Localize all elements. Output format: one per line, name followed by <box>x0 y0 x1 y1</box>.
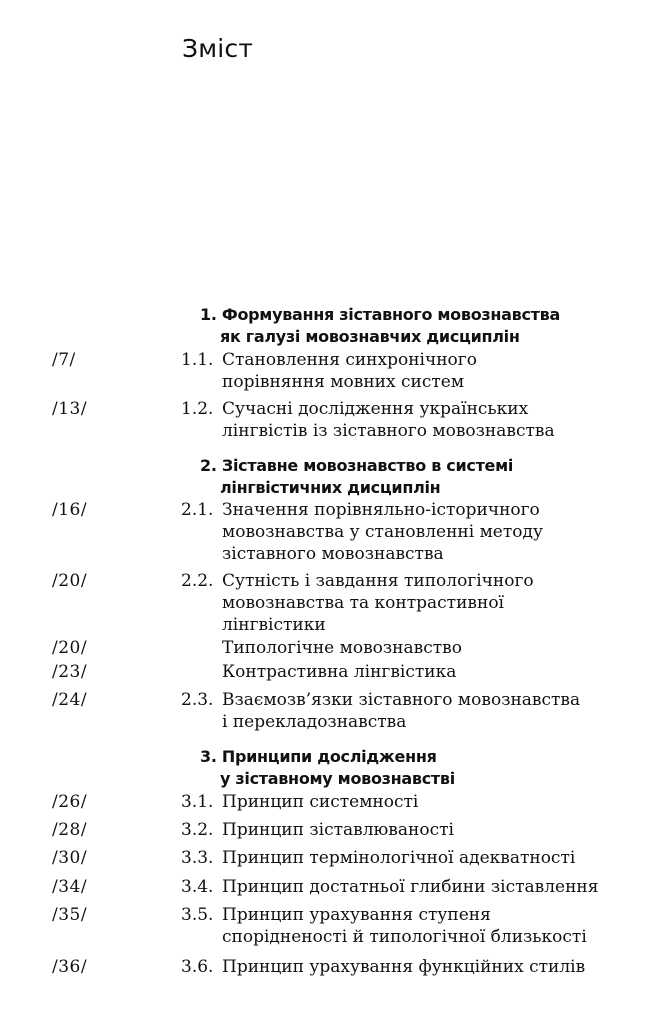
entry-number: 3.4. <box>181 877 214 897</box>
entry-title-line: Типологічне мовознавство <box>222 638 462 658</box>
entry-title-line: Принцип системності <box>222 792 419 812</box>
entry-title <box>222 904 652 948</box>
entry-title-line: Взаємозв’язки зіставного мовознавства <box>222 690 581 710</box>
entry-number: 3.2. <box>181 820 214 840</box>
section-heading-line: 3. Принципи дослідження <box>200 747 437 766</box>
entry-title <box>222 791 652 813</box>
entry-title-line: Становлення синхронічного <box>222 350 477 370</box>
entry-title <box>222 661 652 683</box>
section-heading-line: 2. Зіставне мовознавство в системі <box>200 456 514 475</box>
section-heading-line: 1. Формування зіставного мовознавства <box>200 305 560 324</box>
entry-number: 1.1. <box>181 350 214 370</box>
entry-title-line: Значення порівняльно-історичного <box>222 500 540 520</box>
entry-title-line: Контрастивна лінгвістика <box>222 662 457 682</box>
page-number: /36/ <box>52 957 88 977</box>
section-heading-1[interactable] <box>200 304 560 348</box>
entry-title <box>222 637 652 659</box>
entry-title <box>222 956 652 978</box>
entry-title-line: порівняння мовних систем <box>222 372 465 392</box>
entry-number: 2.1. <box>181 500 214 520</box>
entry-title-line: Принцип урахування функційних стилів <box>222 957 586 977</box>
entry-title-line: спорідненості й типологічної близькості <box>222 927 587 947</box>
entry-title <box>222 570 652 636</box>
page-number: /28/ <box>52 820 88 840</box>
entry-title-line: Принцип зіставлюваності <box>222 820 454 840</box>
entry-title <box>222 349 652 393</box>
entry-title-line: лінгвістів із зіставного мовознавства <box>222 421 555 441</box>
entry-number: 3.6. <box>181 957 214 977</box>
entry-title <box>222 819 652 841</box>
entry-title-line: зіставного мовознавства <box>222 544 444 564</box>
entry-title-line: Сучасні дослідження українських <box>222 399 529 419</box>
page-number: /30/ <box>52 848 88 868</box>
section-heading-2[interactable] <box>200 455 513 499</box>
section-heading-3[interactable] <box>200 746 455 790</box>
entry-title <box>222 499 652 565</box>
page-number: /16/ <box>52 500 88 520</box>
page-number: /13/ <box>52 399 88 419</box>
page-title: Зміст <box>182 34 254 63</box>
entry-number: 2.2. <box>181 571 214 591</box>
section-heading-line: як галузі мовознавчих дисциплін <box>220 327 520 346</box>
entry-title <box>222 689 652 733</box>
page-number: /23/ <box>52 662 88 682</box>
entry-number: 2.3. <box>181 690 214 710</box>
page-number: /7/ <box>52 350 76 370</box>
page-number: /34/ <box>52 877 88 897</box>
entry-title-line: і перекладознавства <box>222 712 407 732</box>
entry-title-line: мовознавства та контрастивної <box>222 593 504 613</box>
entry-title-line: лінгвістики <box>222 615 326 635</box>
section-heading-line: у зіставному мовознавстві <box>220 769 455 788</box>
entry-title <box>222 876 652 898</box>
page-number: /26/ <box>52 792 88 812</box>
page-number: /35/ <box>52 905 88 925</box>
entry-title <box>222 847 652 869</box>
entry-title <box>222 398 652 442</box>
entry-number: 3.5. <box>181 905 214 925</box>
entry-title-line: Принцип достатньої глибини зіставлення <box>222 877 599 897</box>
entry-number: 3.3. <box>181 848 214 868</box>
entry-title-line: Сутність і завдання типологічного <box>222 571 534 591</box>
page-number: /20/ <box>52 638 88 658</box>
page-number: /24/ <box>52 690 88 710</box>
section-heading-line: лінгвістичних дисциплін <box>220 478 441 497</box>
entry-title-line: Принцип урахування ступеня <box>222 905 491 925</box>
page-number: /20/ <box>52 571 88 591</box>
entry-title-line: Принцип термінологічної адекватності <box>222 848 576 868</box>
entry-number: 1.2. <box>181 399 214 419</box>
entry-title-line: мовознавства у становленні методу <box>222 522 543 542</box>
entry-number: 3.1. <box>181 792 214 812</box>
